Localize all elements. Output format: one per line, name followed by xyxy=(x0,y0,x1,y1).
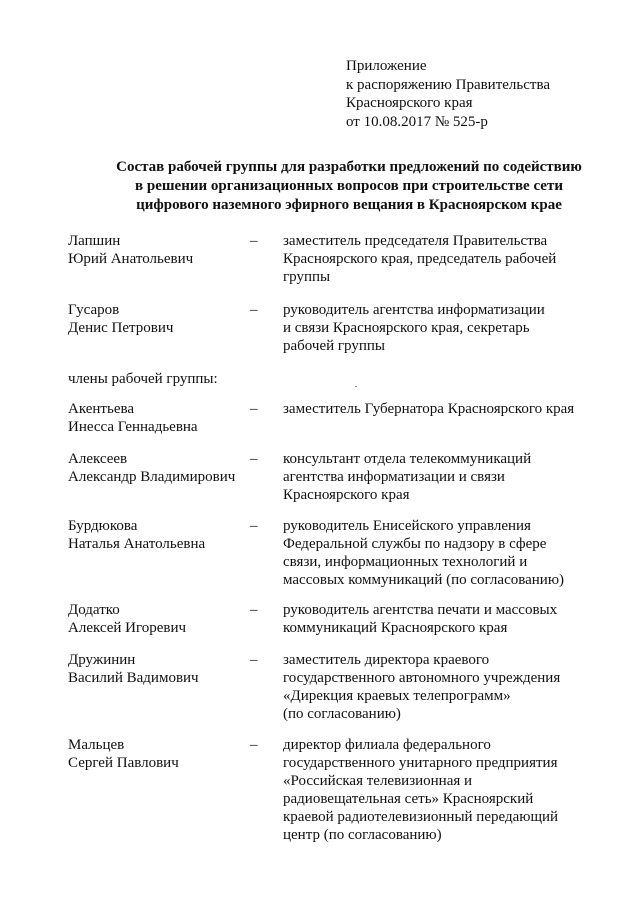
member-given-name: Василий Вадимович xyxy=(68,670,199,686)
dash-separator: – xyxy=(250,233,258,249)
dash-separator: – xyxy=(250,401,258,417)
role-line: радиовещательная сеть» Красноярский xyxy=(283,791,534,807)
member-role xyxy=(283,450,628,504)
member-role xyxy=(283,301,628,355)
role-line: Федеральной службы по надзору в сфере xyxy=(283,536,547,552)
role-line: и связи Красноярского края, секретарь xyxy=(283,320,530,336)
member-given-name: Алексей Игоревич xyxy=(68,620,187,636)
role-line: Красноярского края, председатель рабочей xyxy=(283,251,557,267)
title-line: в решении организационных вопросов при строительстве сети xyxy=(135,178,563,194)
member-surname: Додатко xyxy=(68,602,120,618)
member-surname: Алексеев xyxy=(68,451,128,467)
role-line: заместитель директора краевого xyxy=(283,652,490,668)
member-name xyxy=(68,301,258,337)
role-line: массовых коммуникаций (по согласованию) xyxy=(283,572,565,588)
member-surname: Гусаров xyxy=(68,302,120,318)
member-surname: Мальцев xyxy=(68,737,125,753)
member-role xyxy=(283,651,628,723)
member-role xyxy=(283,400,628,418)
members-label: члены рабочей группы: xyxy=(68,371,218,387)
title-line: цифрового наземного эфирного вещания в Красноярском крае xyxy=(136,197,562,213)
member-given-name: Наталья Анатольевна xyxy=(68,536,206,552)
document-title xyxy=(60,158,638,215)
scan-speck xyxy=(355,386,357,387)
member-given-name: Денис Петрович xyxy=(68,320,174,336)
member-surname: Лапшин xyxy=(68,233,121,249)
role-line: «Дирекция краевых телепрограмм» xyxy=(283,688,511,704)
appendix-reference: к распоряжению Правительства xyxy=(346,76,551,93)
appendix-region: Красноярского края xyxy=(346,95,473,111)
member-surname: Акентьева xyxy=(68,401,135,417)
member-name xyxy=(68,232,258,268)
role-line: руководитель агентства информатизации xyxy=(283,302,545,318)
role-line: Красноярского края xyxy=(283,487,410,503)
member-role xyxy=(283,601,628,637)
member-name xyxy=(68,400,258,436)
dash-separator: – xyxy=(250,737,258,753)
member-name xyxy=(68,450,258,486)
role-line: краевой радиотелевизионный передающий xyxy=(283,809,559,825)
member-name xyxy=(68,651,258,687)
dash-separator: – xyxy=(250,302,258,318)
member-role xyxy=(283,517,628,589)
role-line: государственного унитарного предприятия xyxy=(283,755,558,771)
appendix-header xyxy=(346,57,550,131)
role-line: связи, информационных технологий и xyxy=(283,554,528,570)
appendix-date-number: от 10.08.2017 № 525-р xyxy=(346,113,488,130)
role-line: консультант отдела телекоммуникаций xyxy=(283,451,532,467)
role-line: коммуникаций Красноярского края xyxy=(283,620,508,636)
role-line: агентства информатизации и связи xyxy=(283,469,505,485)
role-line: заместитель Губернатора Красноярского края xyxy=(283,401,575,417)
role-line: руководитель агентства печати и массовых xyxy=(283,602,558,618)
role-line: государственного автономного учреждения xyxy=(283,670,561,686)
role-line: рабочей группы xyxy=(283,338,385,354)
dash-separator: – xyxy=(250,602,258,618)
role-line: группы xyxy=(283,269,331,285)
member-given-name: Сергей Павлович xyxy=(68,755,179,771)
member-given-name: Юрий Анатольевич xyxy=(68,251,194,267)
dash-separator: – xyxy=(250,451,258,467)
role-line: (по согласованию) xyxy=(283,706,401,722)
member-name xyxy=(68,517,258,553)
dash-separator: – xyxy=(250,652,258,668)
member-surname: Бурдюкова xyxy=(68,518,138,534)
role-line: заместитель председателя Правительства xyxy=(283,233,548,249)
role-line: директор филиала федерального xyxy=(283,737,491,753)
dash-separator: – xyxy=(250,518,258,534)
title-line: Состав рабочей группы для разработки предложений по содействию xyxy=(116,159,582,175)
member-name xyxy=(68,736,258,772)
member-given-name: Александр Владимирович xyxy=(68,469,236,485)
member-name xyxy=(68,601,258,637)
member-surname: Дружинин xyxy=(68,652,136,668)
role-line: руководитель Енисейского управления xyxy=(283,518,531,534)
member-role xyxy=(283,736,628,844)
appendix-label: Приложение xyxy=(346,58,427,74)
role-line: «Российская телевизионная и xyxy=(283,773,473,789)
member-given-name: Инесса Геннадьевна xyxy=(68,419,198,435)
role-line: центр (по согласованию) xyxy=(283,827,442,843)
member-role xyxy=(283,232,628,286)
